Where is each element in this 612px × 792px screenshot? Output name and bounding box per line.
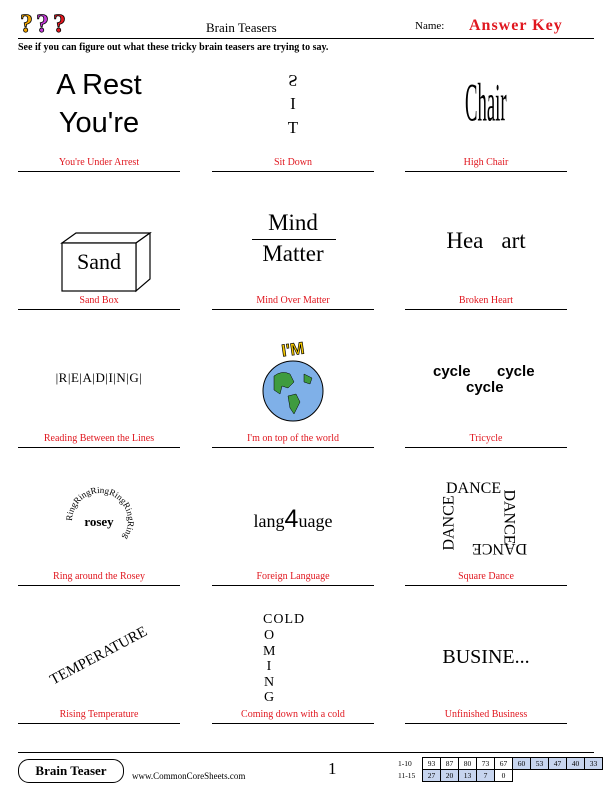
puzzle-14-top: COLD [263, 612, 306, 627]
puzzle-12-right: DANCE [500, 489, 518, 545]
site-url: www.CommonCoreSheets.com [132, 771, 246, 781]
puzzle-14-letter-m: M [263, 643, 276, 659]
answer-9: Tricycle [469, 433, 503, 444]
score-row-2 [396, 770, 603, 782]
puzzle-3-text: Chair [465, 74, 507, 134]
brain-teaser-badge: Brain Teaser [18, 759, 124, 783]
answer-2: Sit Down [273, 157, 313, 168]
puzzle-2-letter-s: S [288, 71, 298, 90]
score-cell: 7 [477, 770, 495, 782]
answer-line-14 [212, 723, 374, 724]
score-table [396, 757, 603, 782]
svg-text:?: ? [53, 9, 66, 38]
score-cell: 13 [459, 770, 477, 782]
puzzle-14 [212, 612, 374, 704]
answer-line-4 [18, 309, 180, 310]
answer-12: Square Dance [458, 571, 514, 582]
puzzle-12-top: DANCE [446, 480, 502, 497]
puzzle-13 [18, 623, 180, 690]
puzzle-10-center: rosey [84, 514, 114, 529]
puzzle-12-left: DANCE [440, 495, 458, 551]
puzzle-1-line2: You're [58, 107, 140, 139]
score-cell: 53 [531, 758, 549, 770]
globe-icon [260, 360, 326, 422]
puzzle-9-word-3: cycle [466, 379, 504, 396]
header-divider [18, 38, 594, 39]
score-cell: 60 [513, 758, 531, 770]
page-number: 1 [328, 759, 337, 778]
puzzle-2 [212, 60, 374, 160]
score-cell: 0 [495, 770, 513, 782]
puzzle-6-left: Hea [446, 228, 484, 253]
puzzle-7 [18, 370, 180, 394]
puzzle-11-post: uage [298, 511, 333, 531]
answer-line-5 [212, 309, 374, 310]
puzzle-15 [405, 646, 567, 676]
page-title: Brain Teasers [206, 20, 277, 35]
footer-divider [18, 752, 594, 753]
answer-line-2 [212, 171, 374, 172]
score-row-1 [396, 758, 603, 770]
puzzle-4-text: Sand [77, 249, 121, 274]
answer-line-1 [18, 171, 180, 172]
puzzle-12 [405, 480, 567, 564]
answer-7: Reading Between the Lines [43, 433, 155, 444]
puzzle-10-ring: RingRingRingRingRingRing [63, 484, 137, 542]
score-cell: 40 [567, 758, 585, 770]
puzzle-3 [405, 60, 567, 160]
answer-line-12 [405, 585, 567, 586]
puzzle-13-text: TEMPERATURE [47, 623, 150, 689]
score-cell: 80 [459, 758, 477, 770]
score-cell: 20 [441, 770, 459, 782]
answer-line-9 [405, 447, 567, 448]
answer-10: Ring around the Rosey [53, 571, 145, 582]
puzzle-8 [212, 340, 374, 424]
score-row-label: 1-10 [398, 759, 412, 768]
answer-4: Sand Box [79, 295, 119, 306]
score-cell: 73 [477, 758, 495, 770]
score-cell: 87 [441, 758, 459, 770]
puzzle-9-word-2: cycle [497, 363, 535, 380]
puzzle-12-bottom: DANCE [472, 540, 528, 557]
puzzle-2-letter-t: T [287, 118, 299, 137]
score-cell: 33 [585, 758, 603, 770]
score-cell: 47 [549, 758, 567, 770]
svg-text:?: ? [20, 9, 33, 38]
answer-key-label: Answer Key [469, 17, 563, 34]
puzzle-6-right: art [501, 228, 526, 253]
puzzle-11-pre: lang [253, 511, 285, 531]
answer-14: Coming down with a cold [241, 709, 345, 720]
answer-line-13 [18, 723, 180, 724]
puzzle-1 [18, 60, 180, 160]
puzzle-6 [405, 228, 567, 268]
answer-15: Unfinished Business [444, 709, 528, 720]
answer-3: High Chair [463, 157, 509, 168]
puzzle-9 [405, 363, 567, 399]
puzzle-7-text: |R|E|A|D|I|N|G| [55, 370, 143, 385]
answer-1: You're Under Arrest [58, 157, 140, 168]
score-cell: 93 [423, 758, 441, 770]
svg-text:?: ? [36, 9, 49, 38]
score-row-label: 11-15 [398, 771, 416, 780]
puzzle-5-bottom: Matter [262, 241, 324, 266]
answer-line-7 [18, 447, 180, 448]
answer-line-8 [212, 447, 374, 448]
answer-line-11 [212, 585, 374, 586]
puzzle-15-text: BUSINE... [442, 646, 530, 668]
name-label: Name: [415, 20, 445, 32]
answer-11: Foreign Language [256, 571, 330, 582]
answer-6: Broken Heart [458, 295, 514, 306]
puzzle-9-word-1: cycle [433, 363, 471, 380]
puzzle-14-letter-n: N [263, 674, 275, 690]
score-cell: 67 [495, 758, 513, 770]
answer-8: I'm on top of the world [246, 433, 340, 444]
puzzle-10 [18, 484, 180, 560]
question-marks-logo-icon [20, 8, 72, 38]
puzzle-14-letter-i: I [266, 659, 272, 674]
instructions: See if you can figure out what these tricky brain teasers are trying to say. [18, 42, 329, 53]
puzzle-1-line1: A Rest [56, 69, 142, 101]
puzzle-2-letter-i: I [290, 94, 296, 113]
score-cell: 27 [423, 770, 441, 782]
answer-13: Rising Temperature [59, 709, 139, 720]
puzzle-5-top: Mind [268, 210, 318, 235]
answer-line-10 [18, 585, 180, 586]
fraction-bar [252, 239, 336, 240]
puzzle-4 [18, 215, 180, 295]
puzzle-8-text: I'M [280, 338, 306, 361]
puzzle-5 [212, 208, 374, 288]
puzzle-14-letter-o: O [263, 628, 275, 643]
puzzle-11-num: 4 [284, 505, 299, 533]
answer-line-15 [405, 723, 567, 724]
answer-line-6 [405, 309, 567, 310]
answer-5: Mind Over Matter [256, 295, 330, 306]
puzzle-11 [212, 505, 374, 539]
answer-line-3 [405, 171, 567, 172]
puzzle-14-letter-g: G [263, 690, 275, 705]
